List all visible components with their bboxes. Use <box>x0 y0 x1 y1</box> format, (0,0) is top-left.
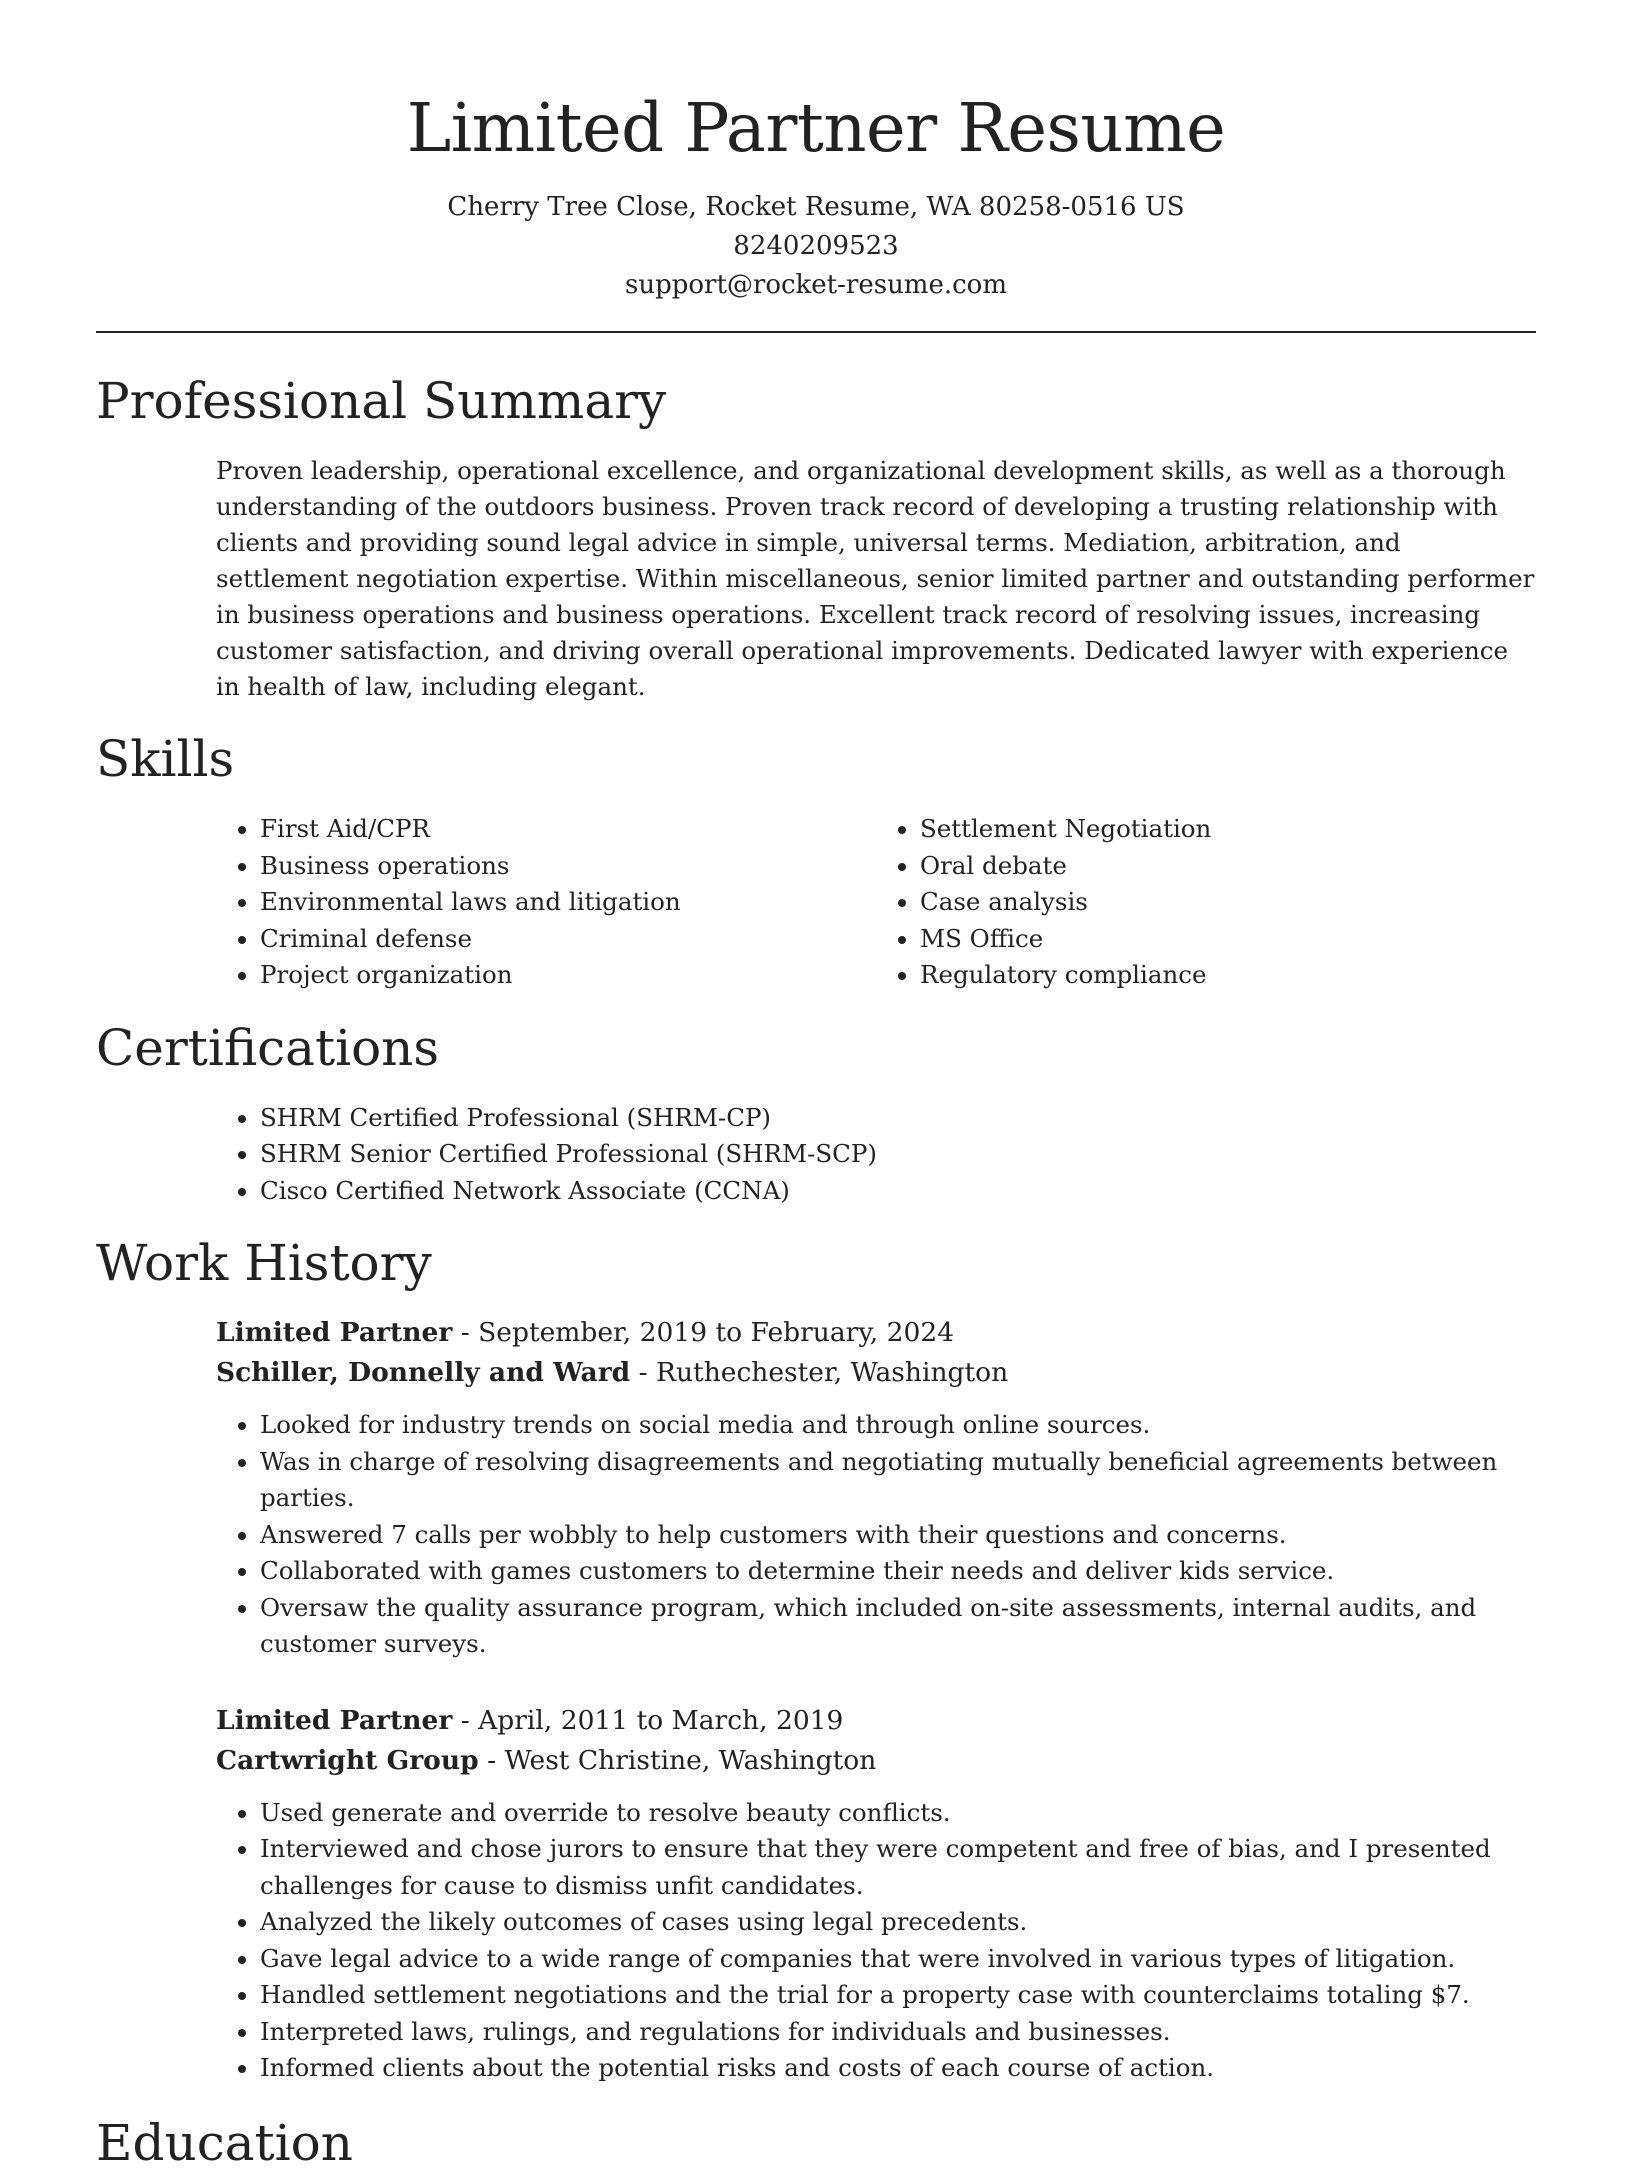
job-title: Limited Partner <box>216 1317 453 1348</box>
certification-item: • SHRM Senior Certified Professional (SHRM-SCP) <box>260 1136 1536 1173</box>
skill-item: • First Aid/CPR <box>260 811 876 848</box>
job-bullet: • Analyzed the likely outcomes of cases using legal precedents. <box>260 1904 1536 1941</box>
contact-phone: 8240209523 <box>733 231 899 261</box>
job-dates: - September, 2019 to February, 2024 <box>452 1317 955 1348</box>
skill-item: • Settlement Negotiation <box>920 811 1536 848</box>
contact-address: Cherry Tree Close, Rocket Resume, WA 80258-0516 US <box>447 192 1185 222</box>
header-divider <box>96 331 1536 333</box>
job-entry <box>216 1313 1536 1663</box>
certification-item: • Cisco Certified Network Associate (CCNA) <box>260 1173 1536 1210</box>
job-dates: - April, 2011 to March, 2019 <box>452 1704 844 1736</box>
certifications-list <box>216 1100 1536 1210</box>
job-bullet: • Gave legal advice to a wide range of companies that were involved in various types of litigation. <box>260 1941 1536 1978</box>
job-company-line <box>216 1353 1536 1393</box>
job-title-line <box>216 1313 1536 1353</box>
job-bullet: • Answered 7 calls per wobbly to help customers with their questions and concerns. <box>260 1517 1536 1554</box>
job-company-line <box>216 1741 1536 1781</box>
job-bullet: • Oversaw the quality assurance program, which included on-site assessments, internal audits, and customer surveys. <box>260 1590 1536 1663</box>
summary-text: Proven leadership, operational excellence, and organizational development skills, as well as a thorough understanding of the outdoors business. Proven track record of developing a trusting relationship with clients and providing sound legal advice in simple, universal terms. Mediation, arbitration, and settlement negotiation expertise. Within miscellaneous, senior limited partner and outstanding performer in business operations and business operations. Excellent track record of resolving issues, increasing customer satisfaction, and driving overall operational improvements. Dedicated lawyer with experience in health of law, including elegant. <box>216 456 1535 701</box>
skill-item: • MS Office <box>920 921 1536 958</box>
job-title-line <box>216 1701 1536 1741</box>
job-entry <box>216 1701 1536 2087</box>
job-bullet: • Was in charge of resolving disagreements and negotiating mutually beneficial agreements between parties. <box>260 1444 1536 1517</box>
work-history-heading: Work History <box>96 1234 432 1292</box>
job-company: Cartwright Group <box>216 1744 479 1776</box>
job-bullet: • Interviewed and chose jurors to ensure that they were competent and free of bias, and I presented challenges for cause to dismiss unfit candidates. <box>260 1831 1536 1904</box>
certification-item: • SHRM Certified Professional (SHRM-CP) <box>260 1100 1536 1137</box>
job-location: - Ruthechester, Washington <box>630 1357 1009 1388</box>
education-heading: Education <box>96 2113 353 2172</box>
contact-email: support@rocket-resume.com <box>624 270 1007 300</box>
resume-title: Limited Partner Resume <box>406 89 1226 167</box>
skill-item: • Criminal defense <box>260 921 876 958</box>
skills-column-left <box>216 811 876 994</box>
job-bullet: • Collaborated with games customers to determine their needs and deliver kids service. <box>260 1553 1536 1590</box>
resume-page <box>96 0 1536 2173</box>
job-bullet: • Interpreted laws, rulings, and regulations for individuals and businesses. <box>260 2014 1536 2051</box>
job-bullets <box>216 1407 1536 1663</box>
job-bullet: • Handled settlement negotiations and the trial for a property case with counterclaims totaling $7. <box>260 1977 1536 2014</box>
certifications-heading: Certifications <box>96 1018 440 1077</box>
skill-item: • Oral debate <box>920 848 1536 885</box>
contact-block <box>96 188 1536 305</box>
resume-header <box>96 0 1536 305</box>
job-bullet: • Used generate and override to resolve beauty conflicts. <box>260 1795 1536 1832</box>
skill-item: • Case analysis <box>920 884 1536 921</box>
skill-item: • Environmental laws and litigation <box>260 884 876 921</box>
skills-list <box>216 811 1536 994</box>
job-company: Schiller, Donnelly and Ward <box>216 1357 631 1388</box>
job-bullets <box>216 1795 1536 2087</box>
job-location: - West Christine, Washington <box>478 1744 877 1776</box>
job-title: Limited Partner <box>216 1704 453 1736</box>
job-bullet: • Informed clients about the potential risks and costs of each course of action. <box>260 2050 1536 2087</box>
summary-heading: Professional Summary <box>96 372 667 430</box>
skills-heading: Skills <box>96 730 235 788</box>
skill-item: • Business operations <box>260 848 876 885</box>
job-bullet: • Looked for industry trends on social media and through online sources. <box>260 1407 1536 1444</box>
skill-item: • Regulatory compliance <box>920 957 1536 994</box>
skill-item: • Project organization <box>260 957 876 994</box>
skills-column-right <box>876 811 1536 994</box>
